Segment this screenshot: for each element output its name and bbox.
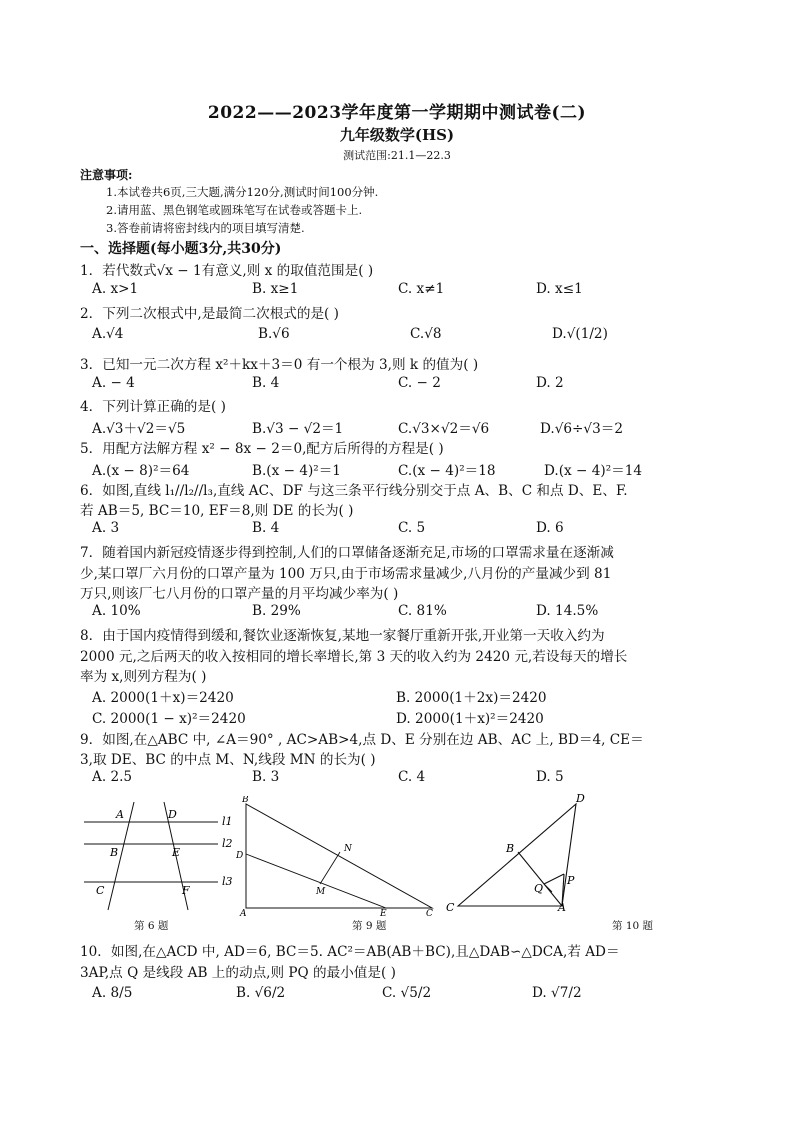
- q6-option-c: C. 5: [398, 520, 426, 536]
- question-8-line-1: 8．由于国内疫情得到缓和,餐饮业逐渐恢复,某地一家餐厅重新开张,开业第一天收入约为: [80, 628, 605, 644]
- q10-option-a: A. 8/5: [92, 985, 133, 1001]
- q8-option-c: C. 2000(1 − x)²＝2420: [92, 711, 246, 727]
- section-title: 一、选择题(每小题3分,共30分): [80, 241, 282, 257]
- label-p: P: [567, 874, 575, 887]
- caption-fig9: 第 9 题: [352, 920, 387, 932]
- q9-option-b: B. 3: [252, 769, 280, 785]
- q4-option-b: B.√3 − √2＝1: [252, 421, 344, 437]
- question-7-line-2: 少,某口罩厂六月份的口罩产量为 100 万只,由于市场需求量减少,八月份的产量减少到 81: [80, 566, 612, 582]
- q2-option-d: D.√(1/2): [552, 326, 608, 342]
- label-q: Q: [534, 882, 544, 895]
- q4-option-c: C.√3×√2＝√6: [398, 421, 490, 437]
- question-1: 1．若代数式√x − 1有意义,则 x 的取值范围是( ): [80, 263, 374, 279]
- q4-option-d: D.√6÷√3＝2: [540, 421, 623, 437]
- q3-option-b: B. 4: [252, 375, 280, 391]
- test-scope: 测试范围:21.1—22.3: [343, 149, 451, 162]
- label-l3: l3: [222, 875, 233, 888]
- segment-pq: [544, 874, 564, 884]
- exam-subtitle: 九年级数学(HS): [339, 126, 455, 144]
- question-6-line-2: 若 AB＝5, BC＝10, EF＝8,则 DE 的长为( ): [80, 503, 354, 519]
- q5-option-d: D.(x − 4)²＝14: [544, 463, 643, 479]
- exam-title: 2022——2023学年度第一学期期中测试卷(二): [207, 103, 587, 123]
- q4-option-a: A.√3＋√2＝√5: [92, 421, 186, 437]
- figure-6: [80, 800, 240, 918]
- q9-option-c: C. 4: [398, 769, 426, 785]
- question-8-line-2: 2000 元,之后两天的收入按相同的增长率增长,第 3 天的收入约为 2420 元,若设每天的增长: [80, 649, 628, 665]
- label-e: E: [380, 909, 387, 918]
- label-d: D: [576, 792, 585, 805]
- q9-option-a: A. 2.5: [92, 769, 133, 785]
- label-a: A: [240, 909, 247, 918]
- caption-fig10: 第 10 题: [612, 920, 654, 932]
- question-6-line-1: 6．如图,直线 l₁//l₂//l₃,直线 AC、DF 与这三条平行线分别交于点 A、B、C 和点 D、E、F.: [80, 483, 628, 499]
- q8-option-d: D. 2000(1＋x)²＝2420: [396, 711, 544, 727]
- label-d: D: [168, 808, 177, 821]
- label-b: B: [242, 796, 249, 805]
- question-4: 4．下列计算正确的是( ): [80, 399, 226, 415]
- question-9-line-1: 9．如图,在△ABC 中, ∠A＝90° , AC>AB>4,点 D、E 分别在边 AB、AC 上, BD＝4, CE＝: [80, 732, 644, 748]
- label-a: A: [116, 808, 124, 821]
- q7-option-c: C. 81%: [398, 603, 447, 619]
- triangle-abc: [246, 804, 432, 908]
- q1-option-d: D. x≤1: [536, 281, 583, 297]
- label-b: B: [506, 842, 515, 855]
- question-9-line-2: 3,取 DE、BC 的中点 M、N,线段 MN 的长为( ): [80, 752, 376, 768]
- label-a: A: [558, 901, 566, 912]
- notes-title: 注意事项:: [80, 168, 133, 182]
- label-d: D: [236, 851, 244, 861]
- q8-option-a: A. 2000(1＋x)＝2420: [92, 690, 234, 706]
- segment-q-foot: [544, 884, 552, 892]
- q6-option-d: D. 6: [536, 520, 564, 536]
- q6-option-b: B. 4: [252, 520, 280, 536]
- figure-9: [236, 796, 436, 918]
- label-c: C: [446, 901, 455, 912]
- figure-10: [440, 790, 590, 912]
- q7-option-a: A. 10%: [92, 603, 141, 619]
- label-c: C: [426, 909, 433, 918]
- q8-option-b: B. 2000(1＋2x)＝2420: [396, 690, 547, 706]
- q10-option-d: D. √7/2: [532, 985, 582, 1001]
- q2-option-c: C.√8: [410, 326, 442, 342]
- caption-fig6: 第 6 题: [134, 920, 169, 932]
- question-2: 2．下列二次根式中,是最简二次根式的是( ): [80, 306, 339, 322]
- q2-option-b: B.√6: [258, 326, 290, 342]
- label-f: F: [182, 884, 190, 897]
- label-c: C: [96, 884, 105, 897]
- segment-ab: [518, 852, 562, 906]
- q5-option-c: C.(x − 4)²＝18: [398, 463, 496, 479]
- q1-option-b: B. x≥1: [252, 281, 299, 297]
- label-b: B: [110, 846, 119, 859]
- q3-option-d: D. 2: [536, 375, 564, 391]
- triangle-acd: [458, 804, 576, 906]
- label-n: N: [344, 844, 352, 854]
- q3-option-a: A. − 4: [92, 375, 135, 391]
- q10-option-c: C. √5/2: [382, 985, 432, 1001]
- q9-option-d: D. 5: [536, 769, 564, 785]
- segment-de: [246, 854, 386, 908]
- question-10-line-2: 3AP,点 Q 是线段 AB 上的动点,则 PQ 的最小值是( ): [80, 965, 396, 981]
- note-3: 3.答卷前请将密封线内的项目填写清楚.: [106, 221, 305, 235]
- label-m: M: [316, 887, 326, 897]
- q10-option-b: B. √6/2: [236, 985, 286, 1001]
- label-l2: l2: [222, 837, 233, 850]
- q2-option-a: A.√4: [92, 326, 124, 342]
- note-1: 1.本试卷共6页,三大题,满分120分,测试时间100分钟.: [106, 185, 379, 199]
- note-2: 2.请用蓝、黑色钢笔或圆珠笔写在试卷或答题卡上.: [106, 203, 363, 217]
- question-5: 5．用配方法解方程 x² − 8x − 2＝0,配方后所得的方程是( ): [80, 441, 444, 457]
- q7-option-d: D. 14.5%: [536, 603, 599, 619]
- question-10-line-1: 10．如图,在△ACD 中, AD＝6, BC＝5. AC²＝AB(AB＋BC),且△DAB∽△DCA,若 AD＝: [80, 944, 620, 960]
- q7-option-b: B. 29%: [252, 603, 301, 619]
- question-7-line-3: 万只,则该厂七八月份的口罩产量的月平均减少率为( ): [80, 586, 399, 602]
- question-3: 3．已知一元二次方程 x²＋kx＋3＝0 有一个根为 3,则 k 的值为( ): [80, 357, 479, 373]
- q1-option-a: A. x>1: [92, 281, 139, 297]
- q1-option-c: C. x≠1: [398, 281, 445, 297]
- q5-option-a: A.(x − 8)²＝64: [92, 463, 190, 479]
- label-l1: l1: [222, 815, 233, 828]
- segment-mn: [320, 852, 340, 884]
- question-8-line-3: 率为 x,则列方程为( ): [80, 669, 207, 685]
- q6-option-a: A. 3: [92, 520, 120, 536]
- q5-option-b: B.(x − 4)²＝1: [252, 463, 341, 479]
- label-e: E: [172, 846, 181, 859]
- question-7-line-1: 7．随着国内新冠疫情逐步得到控制,人们的口罩储备逐渐充足,市场的口罩需求量在逐渐减: [80, 545, 614, 561]
- q3-option-c: C. − 2: [398, 375, 441, 391]
